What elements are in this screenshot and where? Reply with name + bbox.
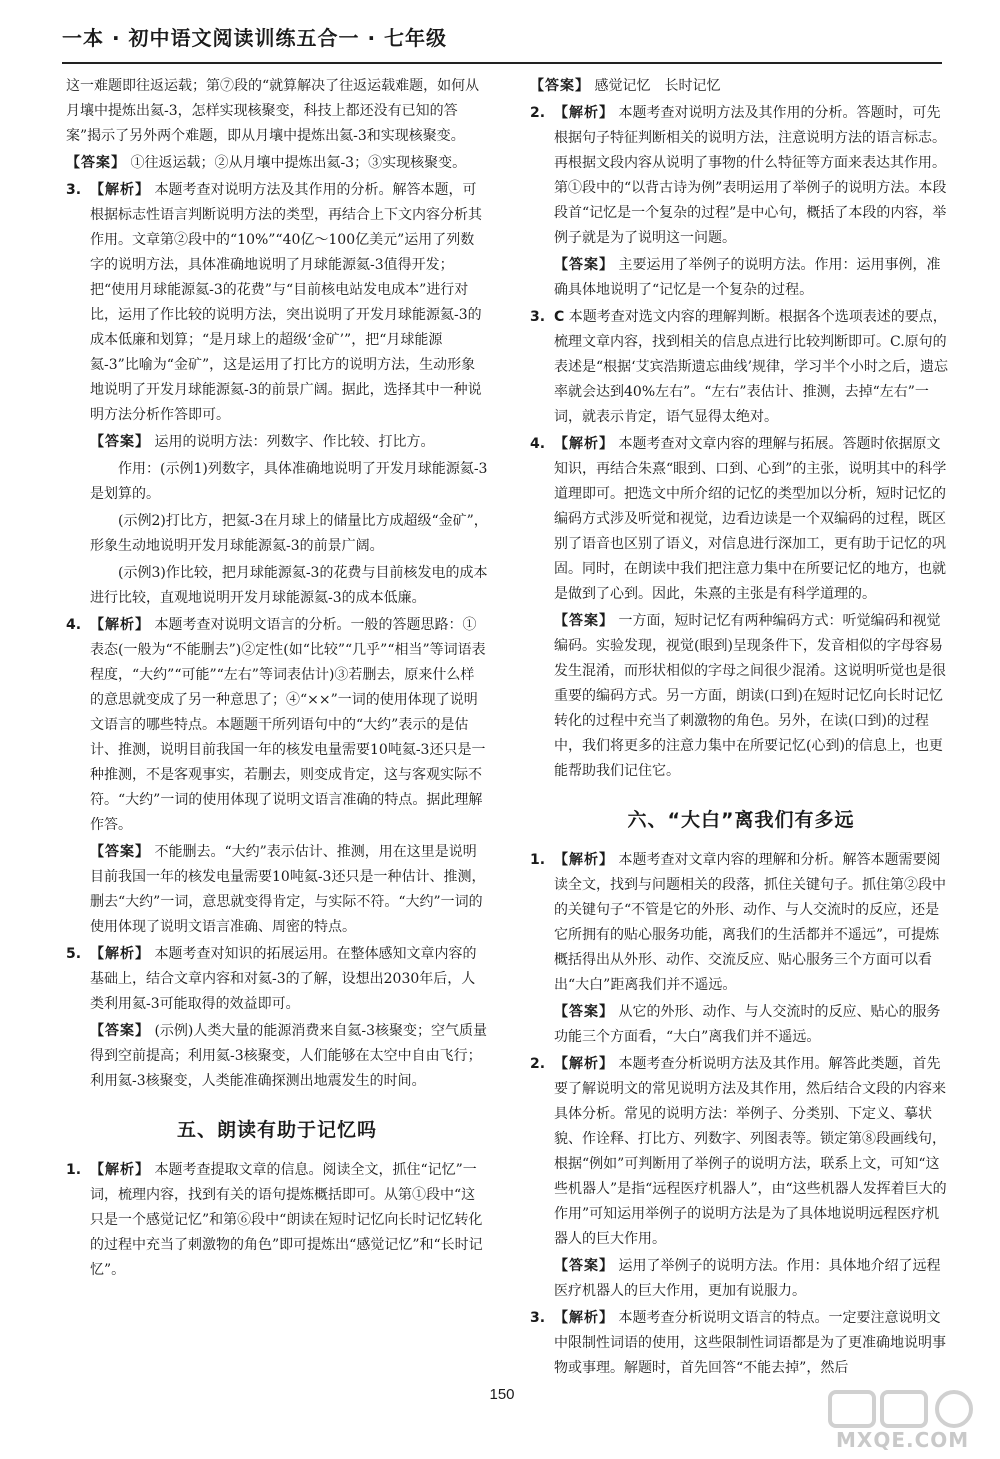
analysis-paragraph	[554, 432, 952, 607]
section5-question-3	[530, 305, 952, 430]
analysis-text: 本题考查对说明方法及其作用的分析。答题时，可先根据句子特征判断相关的说明方法，注意说明方法的语言标志。再根据文段内容从说明了事物的什么特征等方面来表达其作用。第①段中的“以背古诗为例”表明运用了举例子的说明方法。本段段首“记忆是一个复杂的过程”是中心句，概括了本段的内容，举例子就是为了说明这一问题。	[554, 105, 947, 246]
analysis-label: 【 解析 】	[554, 852, 614, 868]
analysis-paragraph	[90, 613, 488, 838]
question-number: 3.	[66, 182, 82, 198]
question-3	[66, 178, 488, 611]
analysis-label: 【 解析 】	[90, 617, 150, 633]
right-column	[530, 74, 952, 1376]
question-number: 2.	[530, 1056, 546, 1072]
answer-paragraph	[530, 74, 952, 99]
question-number: 1.	[66, 1162, 82, 1178]
analysis-text: 本题考查提取文章的信息。阅读全文，抓住“记忆”一词，梳理内容，找到有关的语句提炼概括即可。从第①段中“这只是一个感觉记忆”和第⑥段中“朗读在短时记忆向长时记忆转化的过程中充当了刺激物的角色”即可提炼出“感觉记忆”和“长时记忆”。	[90, 1162, 483, 1278]
answer-label: 【 答案 】	[90, 434, 150, 450]
analysis-paragraph	[90, 1158, 488, 1283]
answer-text: 运用了举例子的说明方法。作用：具体地介绍了远程医疗机器人的巨大作用，更加有说服力。	[554, 1258, 941, 1299]
answer-label: 【 答案 】	[554, 257, 614, 273]
answer-text: ①往返运载；②从月壤中提炼出氦-3；③实现核聚变。	[130, 155, 467, 171]
question-number: 1.	[530, 852, 546, 868]
question-number: 3.	[530, 309, 546, 325]
example-1: 作用：(示例1)列数字，具体准确地说明了开发月球能源氦-3是划算的。	[90, 461, 488, 502]
section6-question-1	[530, 848, 952, 1050]
answer-paragraph	[554, 253, 952, 303]
answer-paragraph	[554, 609, 952, 784]
answer-label: 【 答案 】	[66, 155, 126, 171]
question-4	[66, 613, 488, 940]
answer-label: 【 答案 】	[90, 844, 150, 860]
analysis-label: 【 解析 】	[554, 1310, 614, 1326]
example-3: (示例3)作比较，把月球能源氦-3的花费与目前核发电的成本进行比较，直观地说明开发月球能源氦-3的成本低廉。	[90, 565, 488, 606]
analysis-label: 【 解析 】	[90, 946, 150, 962]
analysis-text: 本题考查分析说明方法及其作用。解答此类题，首先要了解说明文的常见说明方法及其作用，然后结合文段的内容来具体分析。常见的说明方法：举例子、分类别、下定义、摹状貌、作诠释、打比方、列数字、列图表等。锁定第⑧段画线句，根据“例如”可判断用了举例子的说明方法，联系上文，可知“这些机器人”是指“远程医疗机器人”，由“这些机器人发挥着巨大的作用”可知运用举例子的说明方法是为了具体地说明远程医疗机器人的巨大作用。	[554, 1056, 947, 1247]
answer-text: 一方面，短时记忆有两种编码方式：听觉编码和视觉编码。实验发现，视觉(眼到)呈现条件下，发音相似的字母容易发生混淆，而形状相似的字母之间很少混淆。这说明听觉也是很重要的编码方式。另一方面，朗读(口到)在短时记忆向长时记忆转化的过程中充当了刺激物的角色。另外，在读(口到)的过程中，我们将更多的注意力集中在所要记忆(心到)的信息上，也更能帮助我们记住它。	[554, 613, 946, 779]
question-number: 5.	[66, 946, 82, 962]
section6-question-3	[530, 1306, 952, 1381]
answer-text: 不能删去。“大约”表示估计、推测，用在这里是说明目前我国一年的核发电量需要10吨氦-3还只是一种估计、推测，删去“大约”一词，意思就变得肯定，与实际不符。“大约”一词的使用体现了说明文语言准确、周密的特点。	[90, 844, 486, 935]
section6-question-2	[530, 1052, 952, 1304]
answer-label: 【 答案 】	[530, 78, 590, 94]
answer-label: 【 答案 】	[90, 1023, 150, 1039]
answer-text: 运用的说明方法：列数字、作比较、打比方。	[154, 434, 435, 450]
analysis-paragraph	[554, 1052, 952, 1252]
choice-text: 本题考查对选文内容的理解判断。根据各个选项表述的要点，梳理文章内容，找到相关的信息点进行比较判断即可。C.原句的表述是“根据‘艾宾浩斯遗忘曲线’规律，学习半个小时之后，遗忘率就会达到40%左右”。“左右”表估计、推测，去掉“左右”一词，就表示肯定，语气显得太绝对。	[554, 309, 949, 425]
analysis-text: 本题考查分析说明文语言的特点。一定要注意说明文中限制性词语的使用，这些限制性词语都是为了更准确地说明事物或事理。解题时，首先回答“不能去掉”，然后	[554, 1310, 946, 1376]
intro-paragraph: 这一难题即往返运载；第⑦段的“就算解决了往返运载难题，如何从月壤中提炼出氦-3，怎样实现核聚变，科技上都还没有已知的答案”揭示了另外两个难题，即从月壤中提炼出氦-3和实现核聚变。	[66, 78, 480, 144]
choice-letter: C	[554, 309, 565, 325]
answer-text: (示例)人类大量的能源消费来自氦-3核聚变；空气质量得到空前提高；利用氦-3核聚变，人们能够在太空中自由飞行；利用氦-3核聚变，人类能准确探测出地震发生的时间。	[90, 1023, 488, 1089]
section5-question-2	[530, 101, 952, 303]
question-5	[66, 942, 488, 1094]
section-title-5: 五、朗读有助于记忆吗	[176, 1119, 377, 1141]
example-2: (示例2)打比方，把氦-3在月球上的储量比方成超级“金矿”，形象生动地说明开发月球能源氦-3的前景广阔。	[90, 513, 488, 554]
analysis-text: 本题考查对知识的拓展运用。在整体感知文章内容的基础上，结合文章内容和对氦-3的了解，设想出2030年后，人类利用氦-3可能取得的效益即可。	[90, 946, 477, 1012]
section-title-6: 六、“大白”离我们有多远	[627, 809, 855, 831]
answer-paragraph	[554, 1000, 952, 1050]
question-number: 4.	[530, 436, 546, 452]
answer-text: 感觉记忆 长时记忆	[594, 78, 721, 94]
answer-text: 主要运用了举例子的说明方法。作用：运用事例，准确具体地说明了“记忆是一个复杂的过程。	[554, 257, 941, 298]
question-number: 4.	[66, 617, 82, 633]
watermark-text: MXQE.COM	[836, 1428, 970, 1452]
analysis-text: 本题考查对说明方法及其作用的分析。解答本题，可根据标志性语言判断说明方法的类型，再结合上下文内容分析其作用。文章第②段中的“10%”“40亿～100亿美元”运用了列数字的说明方法，具体准确地说明了月球能源氦-3值得开发；把“使用月球能源氦-3的花费”与“目前核电站发电成本”进行对比，运用了作比较的说明方法，突出说明了开发月球能源氦-3的成本低廉和划算；“是月球上的超级‘金矿’”，把“月球能源氦-3”比喻为“金矿”，这是运用了打比方的说明方法，生动形象地说明了开发月球能源氦-3的前景广阔。据此，选择其中一种说明方法分析作答即可。	[90, 182, 482, 423]
analysis-label: 【 解析 】	[90, 1162, 150, 1178]
section5-question-4	[530, 432, 952, 784]
section5-question-1	[66, 1158, 488, 1283]
analysis-text: 本题考查对文章内容的理解与拓展。答题时依据原文知识，再结合朱熹“眼到、口到、心到”的主张，说明其中的科学道理即可。把选文中所介绍的记忆的类型加以分析，短时记忆的编码方式涉及听觉和视觉，边看边读是一个双编码的过程，既区别了语音也区别了语义，对信息进行深加工，更有助于记忆的巩固。同时，在朗读中我们把注意力集中在所要记忆的地方，也就是做到了心到。因此，朱熹的主张是有科学道理的。	[554, 436, 947, 602]
analysis-label: 【 解析 】	[554, 1056, 614, 1072]
answer-paragraph	[554, 1254, 952, 1304]
question-number: 2.	[530, 105, 546, 121]
analysis-paragraph	[90, 178, 488, 428]
analysis-label: 【 解析 】	[554, 436, 614, 452]
header-rule	[62, 62, 942, 64]
analysis-paragraph	[90, 942, 488, 1017]
running-header: 一本 · 初中语文阅读训练五合一 · 七年级	[62, 26, 448, 50]
analysis-label: 【 解析 】	[90, 182, 150, 198]
left-column	[66, 74, 488, 1344]
analysis-text: 本题考查对说明文语言的分析。一般的答题思路：①表态(一般为“不能删去”)②定性(如“比较”“几乎”“相当”等词语表程度，“大约”“可能”“左右”等词表估计)③若删去，原来什么样的意思就变成了另一种意思了；④“××”一词的使用体现了说明文语言的哪些特点。本题题干所列语句中的“大约”表示的是估计、推测，说明目前我国一年的核发电量需要10吨氦-3还只是一种推测，不是客观事实，若删去，则变成肯定，这与客观实际不符。“大约”一词的使用体现了说明文语言准确的特点。据此理解作答。	[90, 617, 486, 833]
intro-answer	[66, 151, 488, 176]
choice-paragraph	[554, 305, 952, 430]
answer-label: 【 答案 】	[554, 1258, 614, 1274]
answer-label: 【 答案 】	[554, 1004, 614, 1020]
analysis-paragraph	[554, 101, 952, 251]
answer-label: 【 答案 】	[554, 613, 614, 629]
question-number: 3.	[530, 1310, 546, 1326]
page-number: 150	[489, 1386, 515, 1403]
analysis-text: 本题考查对文章内容的理解和分析。解答本题需要阅读全文，找到与问题相关的段落，抓住关键句子。抓住第②段中的关键句子“不管是它的外形、动作、与人交流时的反应，还是它所拥有的贴心服务功能，离我们的生活都并不遥远”，可提炼概括得出从外形、动作、交流反应、贴心服务三个方面可以看出“大白”距离我们并不遥远。	[554, 852, 946, 993]
analysis-label: 【 解析 】	[554, 105, 614, 121]
answer-paragraph	[90, 1019, 488, 1094]
answer-paragraph	[90, 430, 488, 455]
answer-paragraph	[90, 840, 488, 940]
answer-text: 从它的外形、动作、与人交流时的反应、贴心的服务功能三个方面看，“大白”离我们并不遥远。	[554, 1004, 941, 1045]
analysis-paragraph	[554, 1306, 952, 1381]
analysis-paragraph	[554, 848, 952, 998]
